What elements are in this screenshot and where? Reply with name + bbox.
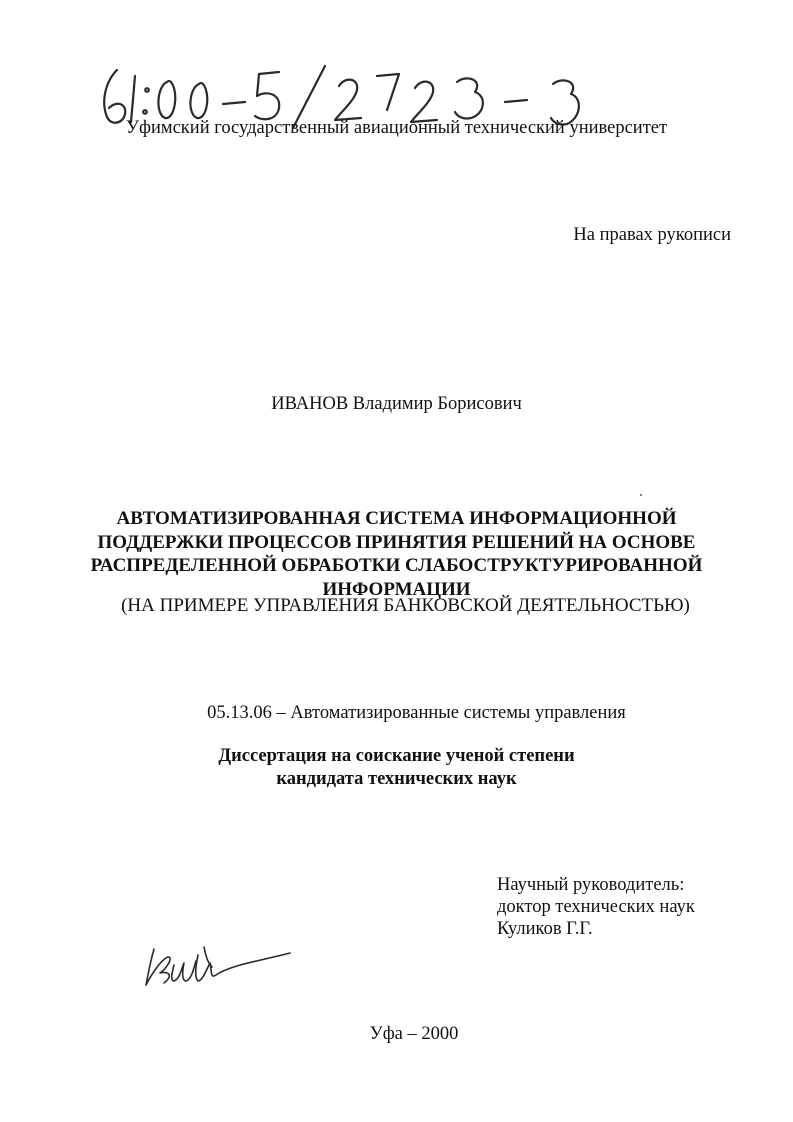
signature-graphic (140, 935, 300, 995)
scan-speck (640, 494, 642, 496)
specialty-code: 05.13.06 – Автоматизированные системы управления (207, 703, 626, 723)
university-name: Уфимский государственный авиационный технический университет (125, 118, 668, 138)
dissertation-subtitle: (НА ПРИМЕРЕ УПРАВЛЕНИЯ БАНКОВСКОЙ ДЕЯТЕЛЬНОСТЬЮ) (121, 595, 690, 616)
city-year: Уфа – 2000 (369, 1024, 459, 1044)
supervisor-title: доктор технических наук (497, 897, 695, 917)
supervisor-name: Куликов Г.Г. (497, 919, 593, 939)
rights-note: На правах рукописи (573, 225, 731, 245)
dissertation-title (0, 507, 793, 601)
degree-line-1: Диссертация на соискание ученой степени (218, 746, 575, 766)
degree-line-2: кандидата технических наук (276, 769, 517, 789)
title-line: ПОДДЕРЖКИ ПРОЦЕССОВ ПРИНЯТИЯ РЕШЕНИЙ НА ОСНОВЕ (97, 531, 696, 553)
author-signature (140, 935, 300, 995)
title-line: ИНФОРМАЦИИ (322, 578, 471, 600)
degree-statement (0, 745, 793, 791)
title-line: РАСПРЕДЕЛЕННОЙ ОБРАБОТКИ СЛАБОСТРУКТУРИРОВАННОЙ (90, 555, 703, 576)
author-name: ИВАНОВ Владимир Борисович (271, 394, 522, 414)
supervisor-label: Научный руководитель: (497, 875, 685, 895)
supervisor-block (497, 874, 695, 940)
title-line: АВТОМАТИЗИРОВАННАЯ СИСТЕМА ИНФОРМАЦИОННОЙ (116, 508, 677, 529)
